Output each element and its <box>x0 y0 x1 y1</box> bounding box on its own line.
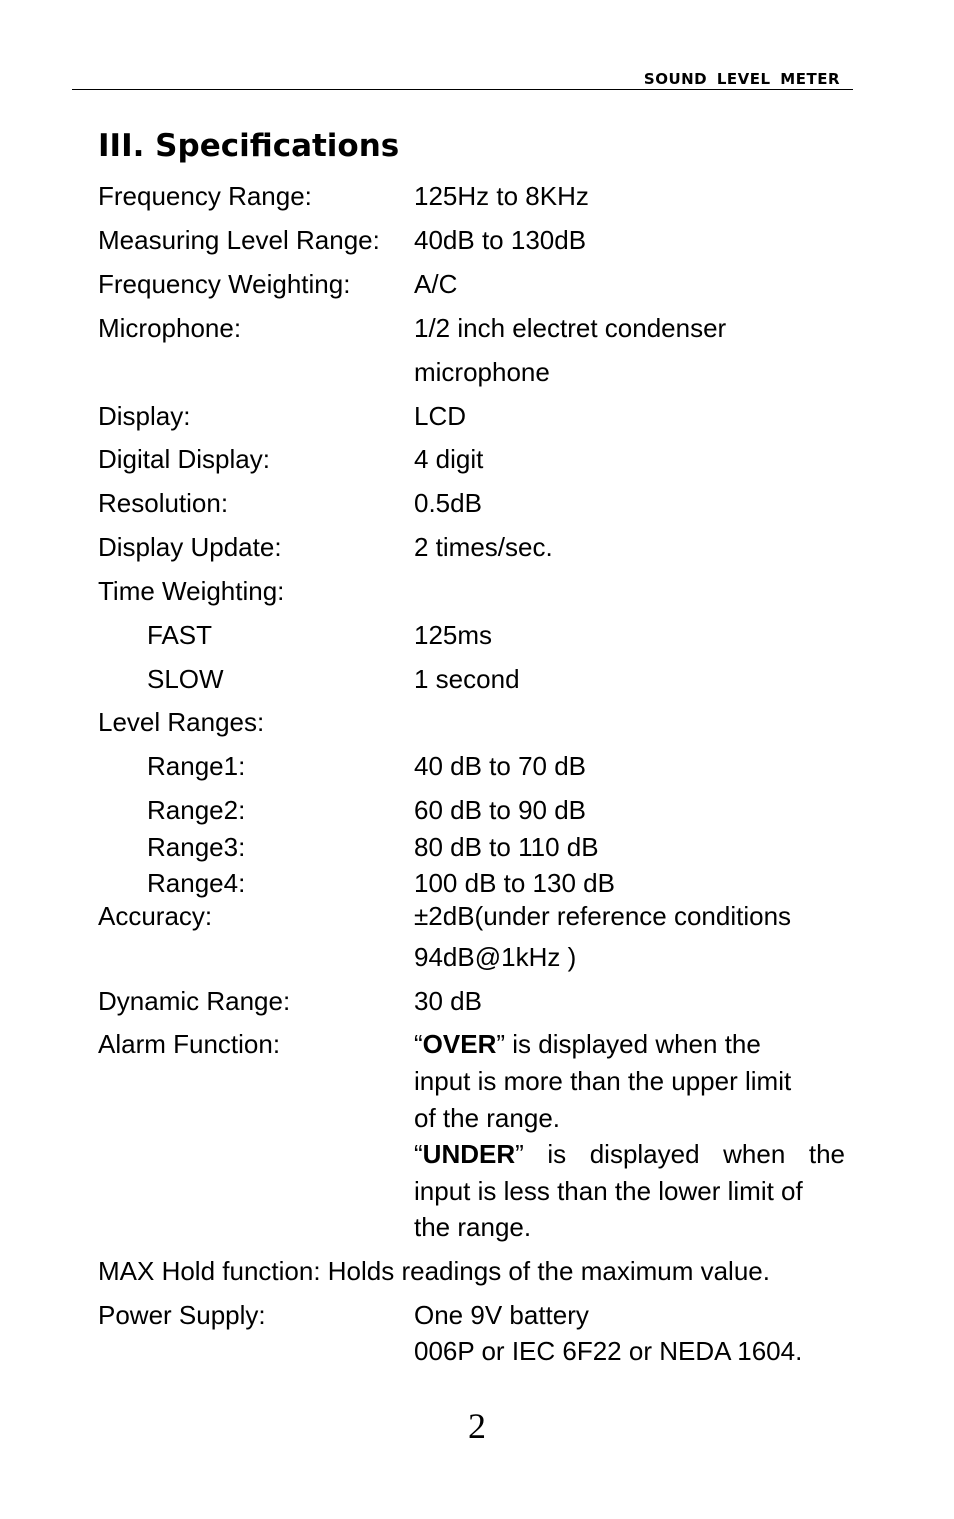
alarm-over-line3: of the range. <box>414 1103 560 1133</box>
spec-value-range4: 100 dB to 130 dB <box>414 868 615 898</box>
section-title: III. Specifications <box>98 128 400 164</box>
spec-value-display: LCD <box>414 401 467 431</box>
spec-value-range1: 40 dB to 70 dB <box>414 751 587 781</box>
spec-value-dynamic-range: 30 dB <box>414 986 482 1016</box>
header-rule <box>72 89 853 90</box>
alarm-under-line1 <box>414 1139 845 1169</box>
spec-sublabel-range3: Range3: <box>147 832 246 862</box>
alarm-under-close-quote: ” <box>515 1139 524 1169</box>
spec-sublabel-fast: FAST <box>147 620 213 650</box>
spec-label-accuracy: Accuracy: <box>98 901 213 931</box>
spec-label-microphone: Microphone: <box>98 313 242 343</box>
spec-label-measuring-level-range: Measuring Level Range: <box>98 225 380 255</box>
spec-value-range3: 80 dB to 110 dB <box>414 832 599 862</box>
spec-value-display-update: 2 times/sec. <box>414 532 553 562</box>
spec-value-frequency-range: 125Hz to 8KHz <box>414 181 589 211</box>
alarm-under-line3: the range. <box>414 1212 532 1242</box>
alarm-under-word1 <box>414 1139 524 1169</box>
spec-value-measuring-level-range: 40dB to 130dB <box>414 225 587 255</box>
alarm-under-keyword: UNDER <box>422 1139 516 1169</box>
spec-label-frequency-range: Frequency Range: <box>98 181 312 211</box>
spec-label-time-weighting: Time Weighting: <box>98 576 285 606</box>
header-title: SOUND LEVEL METER <box>643 70 840 88</box>
spec-label-alarm-function: Alarm Function: <box>98 1029 281 1059</box>
alarm-over-rest: ” is displayed when the <box>496 1029 761 1059</box>
spec-value-frequency-weighting: A/C <box>414 269 458 299</box>
spec-label-display-update: Display Update: <box>98 532 282 562</box>
spec-label-resolution: Resolution: <box>98 488 229 518</box>
alarm-under-word4: when <box>723 1139 786 1169</box>
alarm-under-word3: displayed <box>589 1139 700 1169</box>
spec-value-power-supply-line2: 006P or IEC 6F22 or NEDA 1604. <box>414 1336 803 1366</box>
spec-label-dynamic-range: Dynamic Range: <box>98 986 291 1016</box>
spec-max-hold: MAX Hold function: Holds readings of the maximum value. <box>98 1256 770 1286</box>
spec-value-microphone-line2: microphone <box>414 357 550 387</box>
spec-label-display: Display: <box>98 401 191 431</box>
alarm-under-line2: input is less than the lower limit of <box>414 1176 803 1206</box>
spec-value-resolution: 0.5dB <box>414 488 482 518</box>
alarm-under-word2: is <box>547 1139 567 1169</box>
spec-value-power-supply-line1: One 9V battery <box>414 1300 589 1330</box>
spec-sublabel-range4: Range4: <box>147 868 246 898</box>
alarm-under-open-quote: “ <box>414 1139 423 1169</box>
spec-label-digital-display: Digital Display: <box>98 444 270 474</box>
spec-value-range2: 60 dB to 90 dB <box>414 795 587 825</box>
spec-label-level-ranges: Level Ranges: <box>98 707 265 737</box>
spec-value-digital-display: 4 digit <box>414 444 484 474</box>
spec-value-slow: 1 second <box>414 664 520 694</box>
alarm-over-open-quote: “ <box>414 1029 423 1059</box>
alarm-over-line1 <box>414 1029 761 1059</box>
alarm-over-keyword: OVER <box>422 1029 497 1059</box>
spec-value-accuracy-line2: 94dB@1kHz ) <box>414 942 577 972</box>
alarm-under-word5: the <box>808 1139 845 1169</box>
spec-sublabel-slow: SLOW <box>147 664 224 694</box>
spec-sublabel-range1: Range1: <box>147 751 246 781</box>
spec-value-microphone-line1: 1/2 inch electret condenser <box>414 313 727 343</box>
spec-label-power-supply: Power Supply: <box>98 1300 266 1330</box>
spec-value-fast: 125ms <box>414 620 493 650</box>
spec-value-accuracy-line1: ±2dB(under reference conditions <box>414 901 792 931</box>
spec-label-frequency-weighting: Frequency Weighting: <box>98 269 351 299</box>
spec-sublabel-range2: Range2: <box>147 795 246 825</box>
page-number: 2 <box>468 1406 486 1446</box>
alarm-over-line2: input is more than the upper limit <box>414 1066 792 1096</box>
